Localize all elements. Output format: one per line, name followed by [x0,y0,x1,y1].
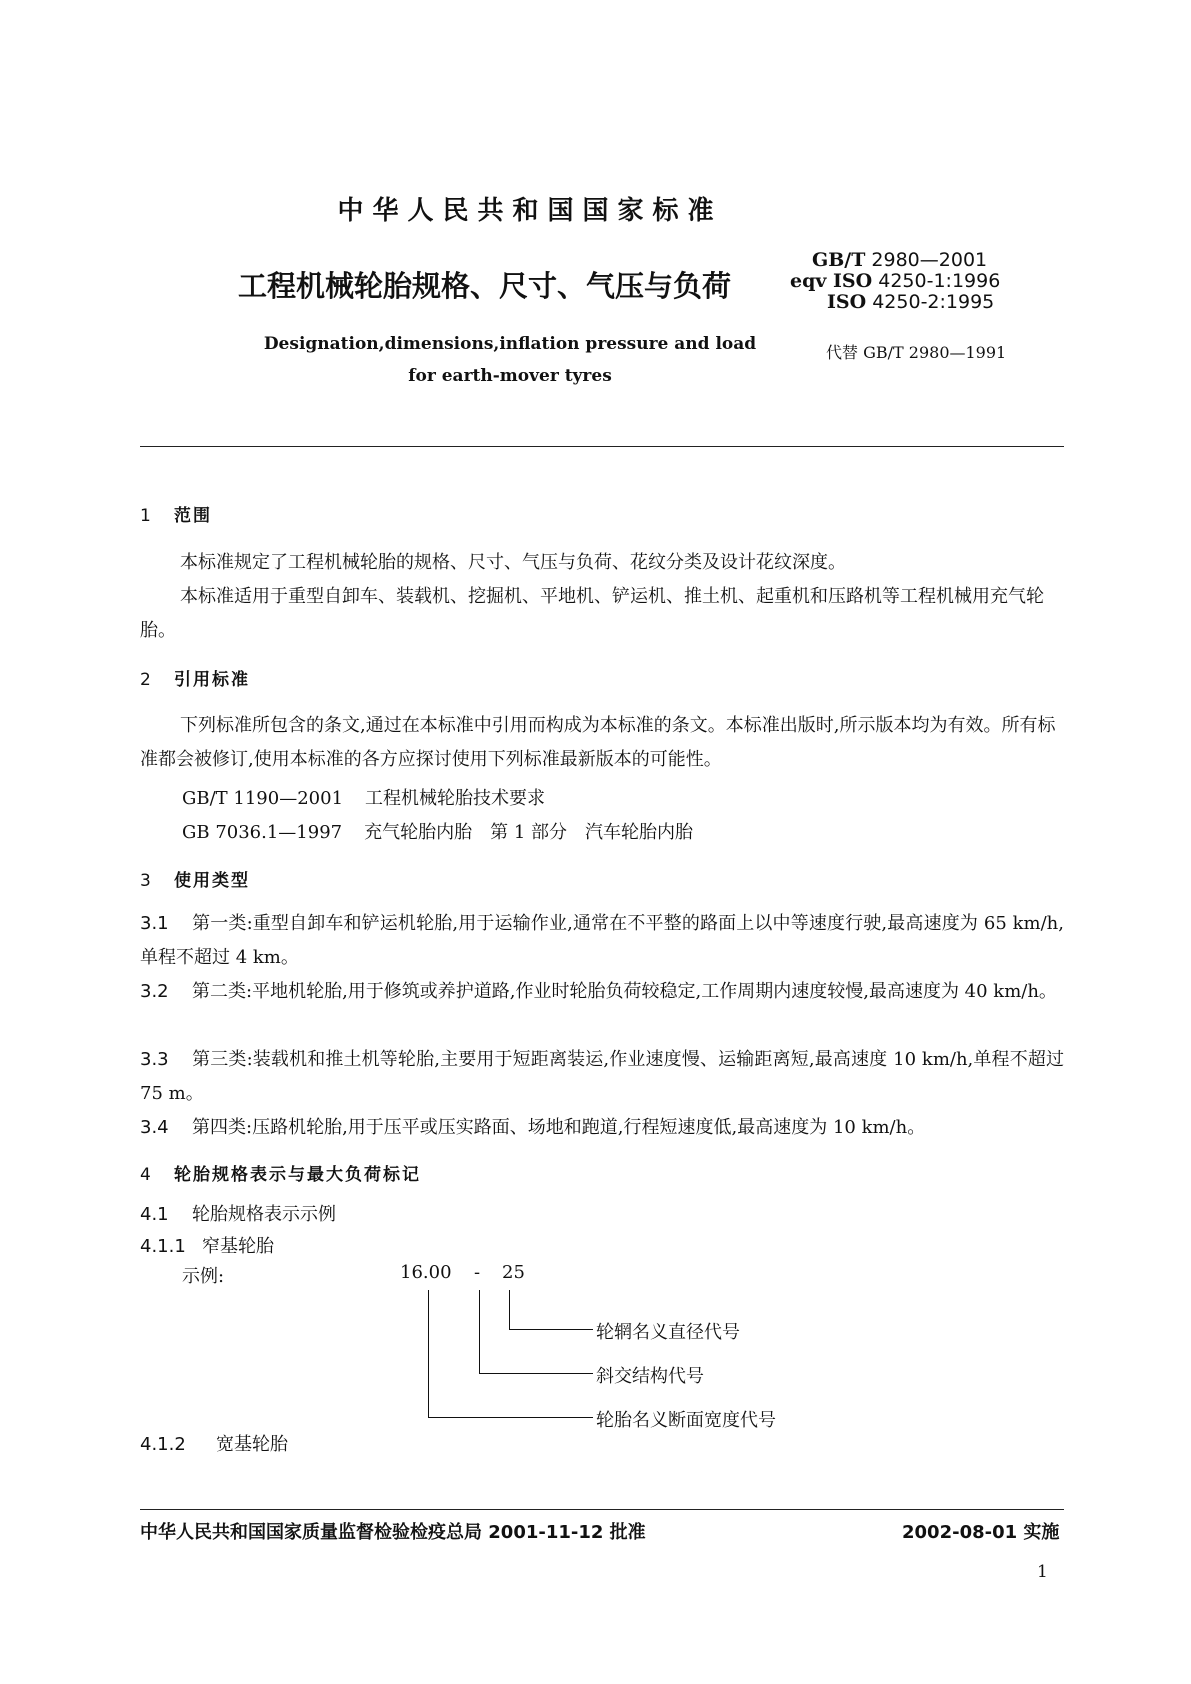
reference-1-title: 工程机械轮胎技术要求 [365,788,546,809]
section-4-title: 轮胎规格表示与最大负荷标记 [174,1165,421,1185]
clause-4-1-2-title: 宽基轮胎 [216,1434,288,1455]
page-number: 1 [1037,1562,1048,1582]
example-rim-code: 25 [502,1262,525,1283]
reference-2 [182,818,715,844]
english-title-line1: Designation,dimensions,inflation pressure and load [263,334,757,354]
reference-1 [182,784,567,810]
clause-3-3-text: 第三类:装载机和推土机等轮胎,主要用于短距离装运,作业速度慢、运输距离短,最高速度 10 km/h,单程不超过 75 m。 [140,1049,1064,1104]
section-1-title: 范围 [174,506,212,526]
leader-bias-horizontal [479,1373,593,1374]
section-3-heading [140,866,250,891]
document-title: 工程机械轮胎规格、尺寸、气压与负荷 [238,269,732,303]
clause-3-4 [140,1111,1064,1145]
reference-2-title: 充气轮胎内胎 第 1 部分 汽车轮胎内胎 [364,822,694,843]
reference-1-code: GB/T 1190—2001 [182,788,344,809]
clause-4-1-1-title: 窄基轮胎 [202,1236,274,1257]
section-2-number: 2 [140,670,153,690]
clause-3-1-number: 3.1 [140,913,169,934]
code-gb-number: 2980—2001 [871,249,988,271]
section-1-paragraph-2: 本标准适用于重型自卸车、装载机、挖掘机、平地机、铲运机、推土机、起重机和压路机等工程机械用充气轮胎。 [140,586,1044,641]
code-iso-prefix: ISO [827,291,867,313]
code-eqv-number: 4250-1:1996 [878,270,1001,292]
section-1-number: 1 [140,506,153,526]
section-3-title: 使用类型 [174,871,250,891]
leader-rim-horizontal [509,1329,593,1330]
clause-4-1-title: 轮胎规格表示示例 [192,1204,336,1225]
clause-3-2-text: 第二类:平地机轮胎,用于修筑或养护道路,作业时轮胎负荷较稳定,工作周期内速度较慢,最高速度为 40 km/h。 [192,981,1057,1002]
reference-2-code: GB 7036.1—1997 [182,822,343,843]
clause-3-1-text: 第一类:重型自卸车和铲运机轮胎,用于运输作业,通常在不平整的路面上以中等速度行驶,最高速度为 65 km/h,单程不超过 4 km。 [140,913,1064,968]
clause-3-2-number: 3.2 [140,981,169,1002]
label-bias-construction: 斜交结构代号 [596,1366,704,1387]
clause-4-1-2 [140,1430,288,1456]
leader-width-horizontal [428,1417,593,1418]
clause-4-1-1-number: 4.1.1 [140,1236,186,1257]
leader-bias-vertical [479,1290,480,1374]
header-divider [140,446,1064,447]
standard-codes [790,250,1000,313]
english-title-line2: for earth-mover tyres [408,366,612,386]
section-2-heading [140,665,250,690]
label-rim-diameter: 轮辋名义直径代号 [596,1322,740,1343]
english-title [180,328,840,392]
example-width-code: 16.00 [400,1262,452,1283]
footer-approver: 中华人民共和国国家质量监督检验检疫总局 2001-11-12 批准 [140,1522,646,1543]
clause-4-1-2-number: 4.1.2 [140,1434,186,1455]
clause-3-3 [140,1043,1064,1111]
clause-3-2 [140,975,1064,1009]
section-1-heading [140,501,212,526]
clause-4-1-number: 4.1 [140,1204,169,1225]
code-gb [790,250,1000,271]
label-section-width: 轮胎名义断面宽度代号 [596,1410,776,1431]
clause-3-3-number: 3.3 [140,1049,169,1070]
standard-organization: 中华人民共和国国家标准 [337,196,723,226]
replaces-standard: 代替 GB/T 2980—1991 [826,343,1007,362]
code-iso [790,292,1000,313]
footer-implementation-date: 2002-08-01 实施 [902,1522,1060,1543]
section-2-title: 引用标准 [174,670,250,690]
leader-rim-vertical [509,1290,510,1330]
section-3-number: 3 [140,871,153,891]
footer-divider [140,1509,1064,1510]
code-iso-number: 4250-2:1995 [872,291,995,313]
clause-4-1 [140,1200,336,1226]
section-2-paragraph-1: 下列标准所包含的条文,通过在本标准中引用而构成为本标准的条文。本标准出版时,所示版本均为有效。所有标准都会被修订,使用本标准的各方应探讨使用下列标准最新版本的可能性。 [140,715,1056,770]
section-4-heading [140,1160,421,1185]
clause-3-1 [140,907,1064,975]
leader-width-vertical [428,1290,429,1418]
clause-3-4-text: 第四类:压路机轮胎,用于压平或压实路面、场地和跑道,行程短速度低,最高速度为 10 km/h。 [192,1117,926,1138]
section-4-number: 4 [140,1165,153,1185]
code-eqv-prefix: eqv ISO [790,270,873,292]
example-dash: - [474,1262,481,1283]
section-1-paragraph-1: 本标准规定了工程机械轮胎的规格、尺寸、气压与负荷、花纹分类及设计花纹深度。 [180,552,846,573]
code-gb-prefix: GB/T [812,249,866,271]
clause-3-4-number: 3.4 [140,1117,169,1138]
code-eqv [790,271,1000,292]
example-label: 示例: [182,1266,225,1287]
clause-4-1-1 [140,1232,274,1258]
